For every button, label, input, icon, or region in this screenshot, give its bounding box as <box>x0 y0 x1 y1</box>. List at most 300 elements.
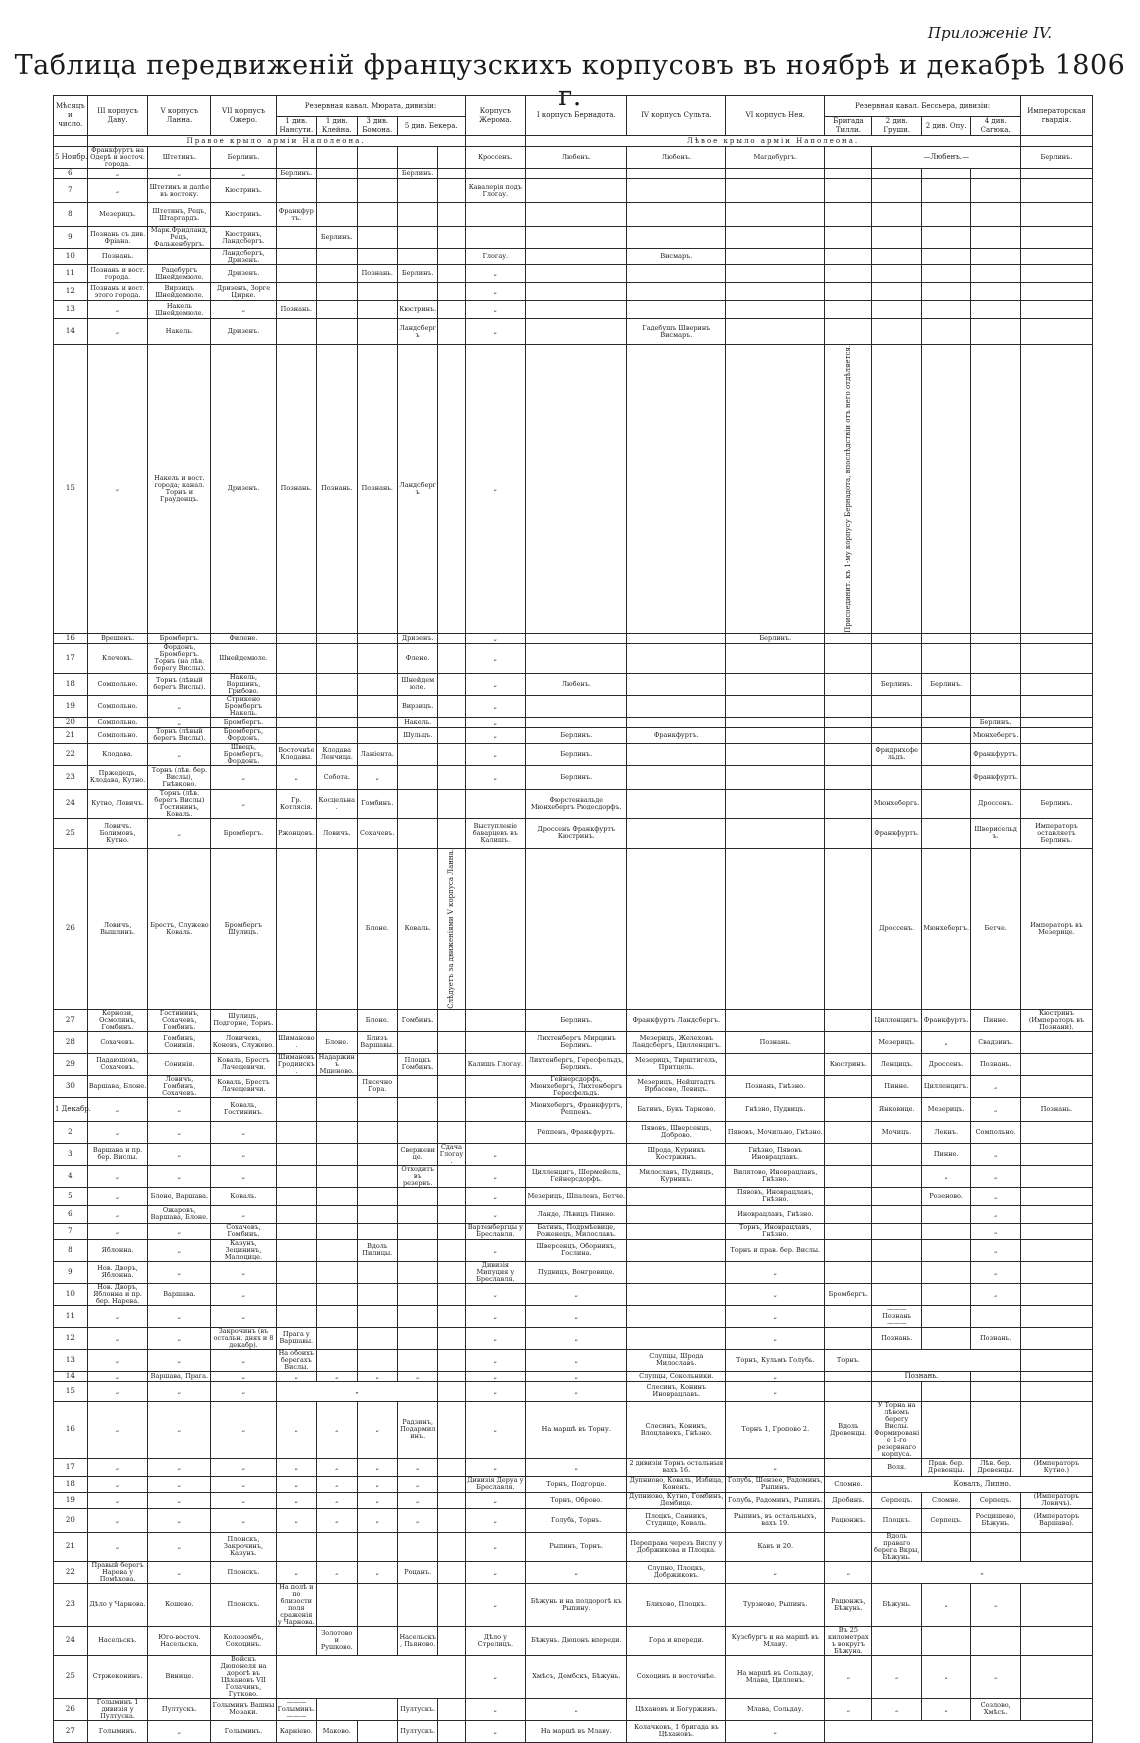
table-cell: „ <box>148 1143 211 1165</box>
table-cell <box>276 147 316 169</box>
table-cell: „ <box>87 1121 148 1143</box>
table-cell <box>438 1223 465 1239</box>
table-cell: „ <box>465 1239 526 1261</box>
table-cell <box>276 1283 316 1305</box>
table-cell <box>317 179 357 203</box>
table-cell <box>276 283 316 301</box>
row-date: 13 <box>54 301 88 319</box>
table-cell <box>438 169 465 179</box>
row-date: 15 <box>54 345 88 634</box>
table-cell: „ <box>87 345 148 634</box>
table-cell: „ <box>148 1532 211 1561</box>
table-cell: На полѣ и по близости поля сраженія у Чарнова. <box>277 1582 315 1626</box>
table-cell <box>872 633 921 643</box>
row-date: 12 <box>54 283 88 301</box>
table-cell: Берлинъ. <box>921 673 970 695</box>
table-cell: —Любенъ.— <box>872 147 1020 169</box>
table-cell <box>921 1261 970 1283</box>
table-cell: Карніево. <box>276 1720 316 1742</box>
table-cell <box>627 1305 726 1327</box>
table-cell <box>971 673 1020 695</box>
table-cell <box>397 1305 437 1327</box>
table-cell <box>921 1283 970 1305</box>
table-cell <box>825 1305 872 1327</box>
table-cell <box>276 1532 316 1561</box>
table-cell <box>627 301 726 319</box>
table-cell: Коваль, Гостининъ. <box>211 1097 276 1121</box>
table-cell <box>397 1121 437 1143</box>
row-date: 8 <box>54 203 88 227</box>
table-cell <box>276 1626 316 1655</box>
table-cell <box>317 643 357 673</box>
table-cell: „ <box>148 1508 211 1532</box>
bernadotte-vertical-note <box>825 345 872 634</box>
table-cell: Накель. <box>397 717 437 727</box>
table-cell: „ <box>148 1165 211 1187</box>
table-cell: ——— Голыминъ. ——— <box>277 1697 316 1720</box>
table-cell: „ <box>397 1476 437 1492</box>
table-cell: „ <box>921 1165 970 1187</box>
table-cell <box>357 717 397 727</box>
table-cell <box>438 1458 465 1476</box>
table-row <box>54 345 1093 634</box>
table-cell <box>627 345 726 634</box>
table-cell <box>1020 1187 1092 1205</box>
table-cell <box>1020 1053 1092 1075</box>
table-cell <box>921 227 970 249</box>
table-cell: Блоне. <box>357 848 397 1009</box>
table-cell: Франкфуртъ. <box>971 743 1020 765</box>
table-cell: „ <box>726 1381 825 1401</box>
table-cell: Голубь, Шензее, Радоминъ, Рыпинъ. <box>726 1476 825 1492</box>
table-cell <box>317 1165 357 1187</box>
table-cell: Голыминъ Вашны Мозаки. <box>211 1698 276 1720</box>
table-cell: „ <box>726 1720 825 1742</box>
table-cell <box>1020 1283 1092 1305</box>
table-cell: Клодава. <box>87 743 148 765</box>
table-cell: „ <box>276 1561 316 1583</box>
table-cell: „ <box>87 1381 148 1401</box>
table-cell: „ <box>465 673 526 695</box>
table-cell: Торнъ, Оброво. <box>526 1492 627 1508</box>
table-row <box>54 1655 1093 1698</box>
table-cell <box>627 169 726 179</box>
table-cell: Кернози, Осмолинъ, Гомбинъ. <box>87 1009 148 1031</box>
table-cell <box>726 673 825 695</box>
table-cell <box>526 265 627 283</box>
table-cell: Кюстринъ. <box>211 179 276 203</box>
table-cell: Познань и вост. этого города. <box>87 283 148 301</box>
table-cell: Торнъ. <box>825 1349 872 1371</box>
header-guard: Императорская гвардія. <box>1020 96 1092 136</box>
row-date: 1 Декабр. <box>54 1097 88 1121</box>
table-cell: Вилятово, Иноврацлавъ, Гнѣзно. <box>726 1165 825 1187</box>
table-cell <box>921 319 970 345</box>
row-date: 17 <box>54 643 88 673</box>
table-cell <box>1020 1143 1092 1165</box>
table-cell: „ <box>971 1655 1020 1698</box>
table-cell: „ <box>87 1458 148 1476</box>
table-cell: Пултускъ. <box>397 1720 437 1742</box>
table-cell: „ <box>276 1401 316 1458</box>
table-row <box>54 227 1093 249</box>
table-cell: Гнѣзно, Пявовъ Иноврацлавъ. <box>726 1143 825 1165</box>
table-row <box>54 147 1093 169</box>
table-cell: Берлинъ. <box>1020 789 1092 818</box>
table-cell <box>971 169 1020 179</box>
table-cell <box>438 643 465 673</box>
table-cell: Глогау. <box>465 249 526 265</box>
row-date: 26 <box>54 1698 88 1720</box>
table-cell: „ <box>825 1698 872 1720</box>
table-cell: „ <box>317 1458 357 1476</box>
table-cell: ——— Познань ——— <box>872 1305 921 1327</box>
table-cell <box>438 1053 465 1075</box>
table-cell: Дивизія Деруа у Бреславля. <box>465 1476 526 1492</box>
table-cell: Гадебушъ Шверинъ Висмаръ. <box>627 319 726 345</box>
table-cell <box>276 1097 316 1121</box>
table-cell: „ <box>87 1165 148 1187</box>
table-cell: Берлинъ. <box>971 717 1020 727</box>
table-cell <box>276 319 316 345</box>
table-cell: „ <box>465 1583 526 1626</box>
table-cell <box>1020 1239 1092 1261</box>
table-cell <box>438 1009 465 1031</box>
table-cell <box>276 633 316 643</box>
table-cell <box>1020 1626 1092 1655</box>
table-cell <box>1020 227 1092 249</box>
table-cell: „ <box>87 301 148 319</box>
table-cell <box>357 1283 397 1305</box>
table-row <box>54 1327 1093 1349</box>
table-cell: Голыминъ 1 дивизія у Пултуска. <box>87 1698 148 1720</box>
table-cell: Сомпольно. <box>87 695 148 717</box>
table-cell: „ <box>276 1458 316 1476</box>
header-jerome: Корпусъ Жерома. <box>465 96 526 136</box>
table-cell <box>397 789 437 818</box>
table-cell <box>726 283 825 301</box>
table-cell: Ржонцовъ. <box>276 818 316 848</box>
table-cell <box>357 1187 397 1205</box>
table-cell: „ <box>148 169 211 179</box>
table-cell <box>825 1009 872 1031</box>
table-cell <box>526 643 627 673</box>
table-cell <box>465 1121 526 1143</box>
table-cell: Берлинъ. <box>397 265 437 283</box>
table-cell <box>825 643 872 673</box>
table-cell <box>825 695 872 717</box>
table-row <box>54 789 1093 818</box>
table-cell: Торнъ, Кульмъ Голубь. <box>726 1349 825 1371</box>
table-cell: Колозомбъ, Сохоцинъ. <box>211 1626 276 1655</box>
table-cell: Воля. <box>872 1458 921 1476</box>
table-cell <box>825 1532 872 1561</box>
table-cell <box>276 1075 316 1097</box>
table-cell: Швецъ, Бромбергъ, Фордонъ. <box>211 743 276 765</box>
table-cell: „ <box>148 695 211 717</box>
table-cell <box>438 179 465 203</box>
table-cell <box>726 1009 825 1031</box>
table-cell: Шрода, Курникъ Костржинъ. <box>627 1143 726 1165</box>
table-cell <box>627 1327 726 1349</box>
table-cell <box>317 319 357 345</box>
table-cell: „ <box>465 1508 526 1532</box>
table-cell: Ловичъ. <box>317 818 357 848</box>
lannes-note-text: Слѣдуетъ за движеніями V корпуса Ланна. <box>446 848 455 1009</box>
table-cell: „ <box>148 1458 211 1476</box>
table-cell: „ <box>726 1327 825 1349</box>
row-date: 7 <box>54 179 88 203</box>
table-cell <box>825 848 872 1009</box>
table-cell: „ <box>971 1187 1020 1205</box>
table-cell: „ <box>726 1371 825 1381</box>
table-cell: Милославъ, Пудвицъ, Курникъ. <box>627 1165 726 1187</box>
table-cell <box>971 1532 1020 1561</box>
table-cell: Батинъ, Подрмѣевице, Роженецъ, Милославъ. <box>526 1223 627 1239</box>
table-cell <box>825 743 872 765</box>
table-row <box>54 717 1093 727</box>
row-date: 25 <box>54 818 88 848</box>
table-cell: „ <box>465 1143 526 1165</box>
table-cell: „ <box>726 1458 825 1476</box>
table-cell: Познань. <box>1020 1097 1092 1121</box>
table-cell <box>438 633 465 643</box>
table-cell: Накель. <box>148 319 211 345</box>
table-cell <box>276 1009 316 1031</box>
table-cell: Ожаровъ, Варшава, Блоне. <box>148 1205 211 1223</box>
table-cell <box>921 301 970 319</box>
table-cell <box>872 1143 921 1165</box>
table-cell: „ <box>148 743 211 765</box>
table-cell: Ловичъ, Вышлинъ. <box>87 848 148 1009</box>
header-date: Мѣсяцъ и число. <box>54 96 88 136</box>
table-cell <box>397 1583 437 1626</box>
table-cell <box>317 1223 357 1239</box>
table-cell <box>317 717 357 727</box>
table-cell <box>627 765 726 789</box>
table-cell: Гр. Котлясія. <box>276 789 316 818</box>
table-cell: Розеново. <box>921 1187 970 1205</box>
table-cell: Радзинъ, Подармилинъ. <box>397 1401 437 1458</box>
table-cell <box>1020 203 1092 227</box>
row-date: 25 <box>54 1655 88 1698</box>
table-cell: Восточнѣе Клодавы. <box>276 743 316 765</box>
table-cell <box>726 717 825 727</box>
table-cell <box>825 1458 872 1476</box>
table-cell <box>397 1349 437 1371</box>
table-cell <box>276 249 316 265</box>
table-cell: Кюстринъ. <box>825 1053 872 1075</box>
table-cell: Турзново, Рыпинъ. <box>726 1583 825 1626</box>
table-cell <box>1020 1371 1092 1381</box>
table-cell <box>438 1401 465 1458</box>
table-row <box>54 1626 1093 1655</box>
table-cell: Дризенъ. <box>211 319 276 345</box>
row-date: 29 <box>54 1053 88 1075</box>
table-cell: Хмѣсъ, Дембскъ, Бѣжунь. <box>526 1655 627 1698</box>
table-row <box>54 1492 1093 1508</box>
table-row <box>54 1532 1093 1561</box>
table-cell: „ <box>526 1371 627 1381</box>
table-cell <box>1020 1381 1092 1401</box>
table-cell: Штетинъ и далѣе въ востоку. <box>148 179 211 203</box>
table-cell: „ <box>211 1205 276 1223</box>
table-cell: Гомбинъ, Сонинія. <box>148 1031 211 1053</box>
table-cell: „ <box>87 1097 148 1121</box>
table-cell: Лѣв. бер. Древенцы. <box>971 1458 1020 1476</box>
table-row <box>54 1165 1093 1187</box>
table-cell <box>825 203 872 227</box>
table-cell: „ <box>465 1187 526 1205</box>
table-cell: „ <box>211 169 276 179</box>
table-cell: Мезерицъ. <box>921 1097 970 1121</box>
table-cell: „ <box>465 1698 526 1720</box>
table-cell: „ <box>148 1476 211 1492</box>
table-row <box>54 848 1093 1009</box>
row-date: 30 <box>54 1075 88 1097</box>
table-cell <box>438 673 465 695</box>
table-cell <box>872 203 921 227</box>
table-cell <box>971 203 1020 227</box>
table-body <box>54 147 1093 1743</box>
table-cell <box>1020 765 1092 789</box>
table-cell <box>397 227 437 249</box>
table-cell: „ <box>397 1508 437 1532</box>
table-cell <box>438 283 465 301</box>
table-cell <box>825 1720 1093 1742</box>
table-cell: Пинне. <box>921 1143 970 1165</box>
table-cell: (Императоръ Ловичъ). <box>1020 1492 1092 1508</box>
table-cell <box>872 717 921 727</box>
table-cell: Плоцкъ. <box>872 1508 921 1532</box>
header-bessieres-div-3: 2 див. Опу. <box>921 117 970 136</box>
table-cell: „ <box>726 1305 825 1327</box>
table-cell <box>1020 1075 1092 1097</box>
table-cell: Кроссенъ. <box>465 147 526 169</box>
table-cell: Гора и впереди. <box>627 1626 726 1655</box>
header-murat-div-1: 1 див. Нансути. <box>276 117 316 136</box>
row-date: 22 <box>54 743 88 765</box>
table-cell: Познань, Гнѣзно. <box>726 1075 825 1097</box>
table-cell <box>1020 1261 1092 1283</box>
table-cell: Флене. <box>397 643 437 673</box>
table-cell <box>317 1261 357 1283</box>
row-date: 21 <box>54 727 88 743</box>
table-cell: „ <box>276 765 316 789</box>
table-cell: Франкфуртъ Ландсбергъ. <box>627 1009 726 1031</box>
table-cell <box>397 743 437 765</box>
table-cell: Близъ Варшавы. <box>357 1031 397 1053</box>
table-cell <box>438 227 465 249</box>
table-cell: Клечовъ. <box>87 643 148 673</box>
table-cell: Стрикено Бромбергъ Накель. <box>211 695 276 717</box>
table-cell: Берлинъ. <box>211 147 276 169</box>
table-cell <box>438 1327 465 1349</box>
table-cell <box>627 695 726 717</box>
table-cell: Слесинъ, Конинъ Иноврацлавъ. <box>627 1381 726 1401</box>
table-cell <box>825 1097 872 1121</box>
table-cell: Реппенъ, Франкфуртъ. <box>526 1121 627 1143</box>
table-cell: Яблонна. <box>87 1239 148 1261</box>
table-cell <box>872 1187 921 1205</box>
table-cell: „ <box>465 1327 526 1349</box>
table-cell <box>825 1143 872 1165</box>
table-cell: Познань. <box>872 1327 921 1349</box>
table-cell <box>921 169 970 179</box>
table-cell: Иноврацлавъ, Гнѣзно. <box>726 1205 825 1223</box>
table-cell: „ <box>971 1283 1020 1305</box>
table-cell <box>438 1698 465 1720</box>
table-cell <box>921 743 970 765</box>
table-cell: Сомпольно. <box>87 717 148 727</box>
table-cell <box>1020 319 1092 345</box>
table-cell: Берлинъ. <box>317 227 357 249</box>
table-cell: Косцельна. <box>317 789 357 818</box>
table-cell: „ <box>87 1532 148 1561</box>
table-cell <box>872 643 921 673</box>
table-cell: „ <box>921 1655 970 1698</box>
table-cell: Нов. Дворъ, Яблонна. <box>87 1261 148 1283</box>
table-cell <box>317 1187 357 1205</box>
table-cell <box>872 345 921 634</box>
row-date: 8 <box>54 1239 88 1261</box>
table-cell: Дризенъ. <box>397 633 437 643</box>
table-cell: Падаюшовъ, Сохачевъ. <box>87 1053 148 1075</box>
table-cell <box>357 673 397 695</box>
table-cell <box>872 727 921 743</box>
table-cell <box>438 147 465 169</box>
table-cell <box>921 818 970 848</box>
table-cell: Франкфуртъ. <box>276 203 316 227</box>
table-cell <box>276 695 316 717</box>
table-cell <box>357 643 397 673</box>
table-cell <box>921 249 970 265</box>
table-cell: „ <box>211 1261 276 1283</box>
table-row <box>54 643 1093 673</box>
table-cell <box>526 633 627 643</box>
table-cell: Познань. <box>872 1371 971 1381</box>
table-row <box>54 1561 1093 1583</box>
table-cell: „ <box>317 1508 357 1532</box>
table-cell <box>971 1626 1020 1655</box>
table-cell <box>276 227 316 249</box>
table-cell: Роцанъ. <box>397 1561 437 1583</box>
table-cell: Шверисельдъ. <box>971 818 1020 848</box>
table-cell <box>1020 1698 1092 1720</box>
table-cell <box>971 283 1020 301</box>
appendix-label: Приложеніе IV. <box>927 24 1052 42</box>
table-cell <box>971 249 1020 265</box>
table-cell: „ <box>465 1349 526 1371</box>
table-cell: Отходитъ въ резервъ. <box>397 1165 437 1187</box>
table-cell <box>276 1121 316 1143</box>
table-cell <box>971 695 1020 717</box>
table-cell <box>872 1205 921 1223</box>
table-cell <box>357 179 397 203</box>
table-cell <box>726 169 825 179</box>
table-cell: Слупно, Плоцкъ, Добржиковъ. <box>627 1561 726 1583</box>
table-cell: Коваль. <box>397 848 437 1009</box>
table-cell <box>1020 1655 1092 1698</box>
table-cell <box>627 1187 726 1205</box>
table-cell: Бромбергъ. <box>825 1283 872 1305</box>
table-cell: Блоне. <box>357 1009 397 1031</box>
table-cell: Берлинъ. <box>526 765 627 789</box>
table-cell: „ <box>921 1583 970 1626</box>
header-bessieres-cavalry: Резервная кавал. Бессьера, дивизіи: <box>825 96 1021 117</box>
table-cell: Рыпинъ, Торнъ. <box>526 1532 627 1561</box>
table-cell <box>627 789 726 818</box>
